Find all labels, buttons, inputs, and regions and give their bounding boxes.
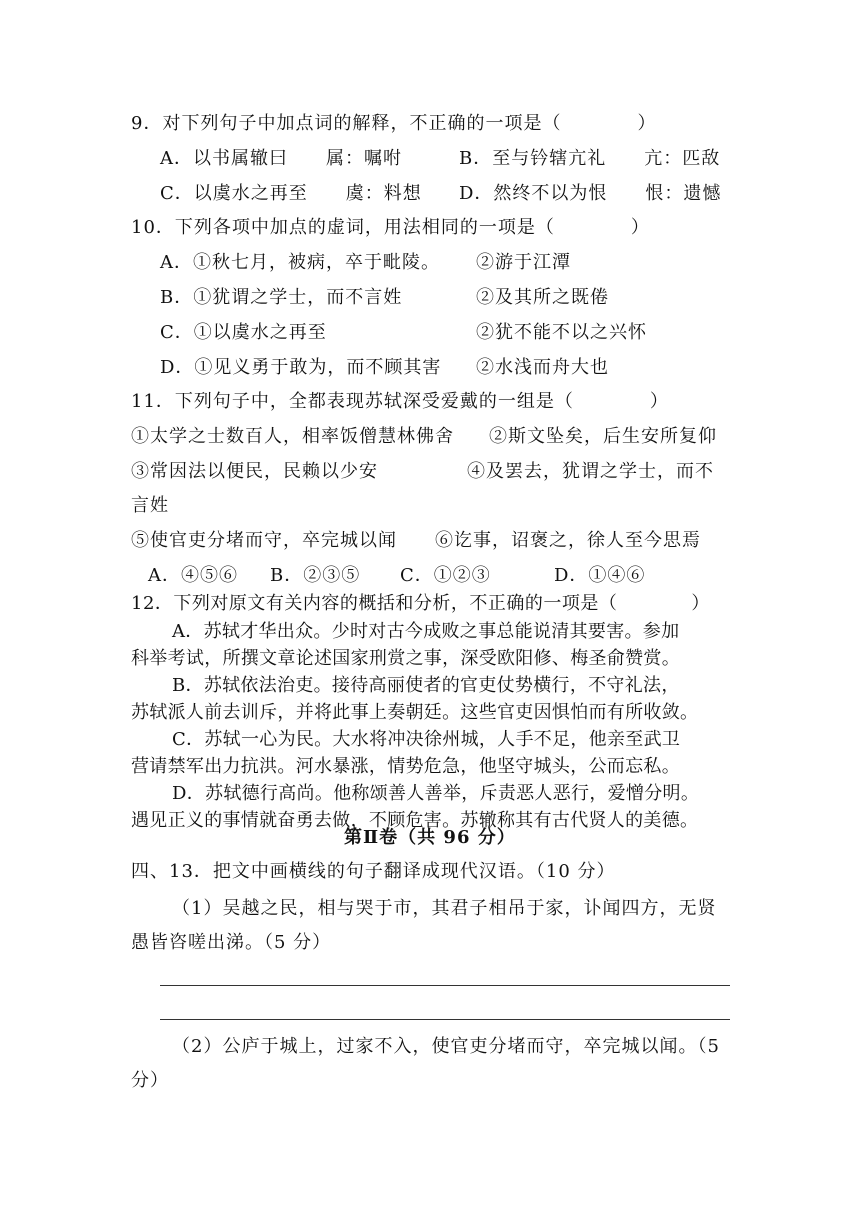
q13-stem: 四、13．把文中画横线的句子翻译成现代汉语。（10 分）	[131, 861, 616, 882]
answer-line-2[interactable]	[160, 1019, 730, 1020]
q11-option-d: D．①④⑥	[554, 565, 646, 586]
q12-option-d-line2: 遇见正义的事情就奋勇去做，不顾危害。苏辙称其有古代贤人的美德。	[131, 810, 699, 831]
q12-option-d-line1: D．苏轼德行高尚。他称颂善人善举，斥责恶人恶行，爱憎分明。	[172, 783, 700, 804]
q9-option-c: C．以虞水之再至 虞：料想	[160, 183, 422, 204]
q12-option-a-line1: A．苏轼才华出众。少时对古今成败之事总能说清其要害。参加	[172, 621, 680, 642]
q11-stem: 11．下列句子中，全都表现苏轼深受爱戴的一组是（ ）	[131, 391, 669, 412]
q11-option-c: C．①②③	[400, 565, 491, 586]
q11-item-3: ③常因法以便民，民赖以少安	[131, 461, 378, 482]
q11-item-2: ②斯文坠矣，后生安所复仰	[489, 426, 717, 447]
q11-item-4: ④及罢去，犹谓之学士，而不	[467, 461, 714, 482]
q12-option-a-line2: 科举考试，所撰文章论述国家刑赏之事，深受欧阳修、梅圣俞赞赏。	[131, 648, 680, 669]
q13-part1-line2: 愚皆咨嗟出涕。（5 分）	[131, 932, 332, 953]
q11-item-1: ①太学之士数百人，相率饭僧慧林佛舍	[131, 426, 454, 447]
q11-item-6: ⑥讫事，诏褒之，徐人至今思焉	[435, 530, 701, 551]
q12-option-c-line1: C．苏轼一心为民。大水将冲决徐州城，人手不足，他亲至武卫	[172, 729, 681, 750]
q12-option-c-line2: 营请禁军出力抗洪。河水暴涨，情势危急，他坚守城头，公而忘私。	[131, 756, 680, 777]
q9-option-a: A．以书属辙曰 属：嘱咐	[160, 148, 402, 169]
q9-option-b: B．至与钤辖亢礼 亢：匹敌	[459, 148, 721, 169]
q9-option-d: D．然终不以为恨 恨：遗憾	[459, 183, 722, 204]
q11-item-5: ⑤使官吏分堵而守，卒完城以闻	[131, 530, 397, 551]
answer-line-1[interactable]	[160, 985, 730, 986]
q10-stem: 10．下列各项中加点的虚词，用法相同的一项是（ ）	[131, 217, 650, 238]
q11-option-a: A．④⑤⑥	[148, 565, 238, 586]
q10-option-b-1: B．①犹谓之学士，而不言姓	[160, 287, 403, 308]
q10-option-c-1: C．①以虞水之再至	[160, 322, 327, 343]
q10-option-c-2: ②犹不能不以之兴怀	[476, 322, 647, 343]
q10-option-b-2: ②及其所之既倦	[476, 287, 609, 308]
q10-option-d-2: ②水浅而舟大也	[476, 357, 609, 378]
part2-title: 第Ⅱ卷（共 96 分）	[344, 827, 516, 848]
q10-option-d-1: D．①见义勇于敢为，而不顾其害	[160, 357, 442, 378]
q12-stem: 12．下列对原文有关内容的概括和分析，不正确的一项是（ ）	[131, 593, 710, 614]
q12-option-b-line1: B．苏轼依法治吏。接待高丽使者的官吏仗势横行，不守礼法，	[172, 675, 680, 696]
q10-option-a-2: ②游于江潭	[476, 252, 571, 273]
q13-part2-line2: 分）	[131, 1070, 169, 1091]
q12-option-b-line2: 苏轼派人前去训斥，并将此事上奏朝廷。这些官吏因惧怕而有所收敛。	[131, 702, 699, 723]
q9-stem: 9．对下列句子中加点词的解释，不正确的一项是（ ）	[131, 113, 657, 134]
q10-option-a-1: A．①秋七月，被病，卒于毗陵。	[160, 252, 440, 273]
q13-part1-line1: （1）吴越之民，相与哭于市，其君子相吊于家，讣闻四方，无贤	[172, 898, 717, 919]
q13-part2-line1: （2）公庐于城上，过家不入，使官吏分堵而守，卒完城以闻。（5	[172, 1036, 720, 1057]
q11-option-b: B．②③⑤	[270, 565, 361, 586]
q11-item-4-cont: 言姓	[131, 495, 169, 516]
